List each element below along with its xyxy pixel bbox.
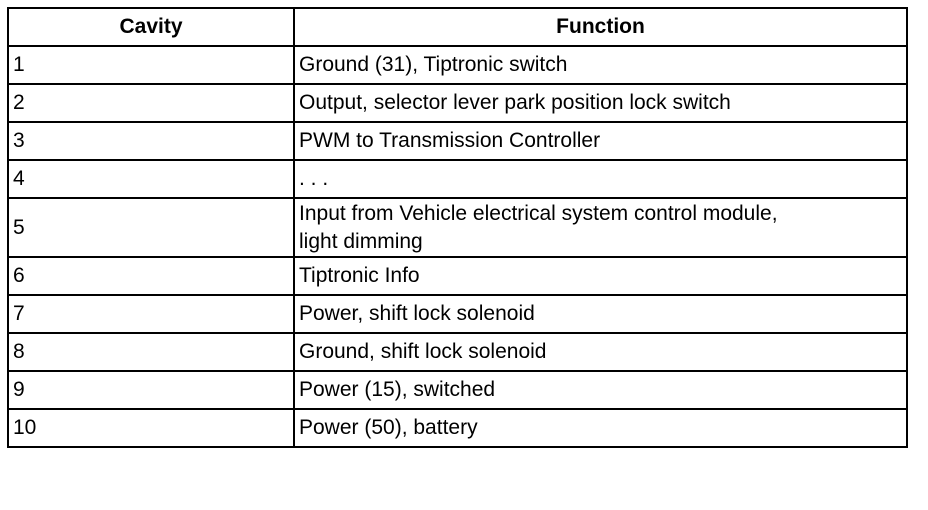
column-header-function: Function xyxy=(294,8,907,46)
table-row xyxy=(8,295,907,333)
function-cell: PWM to Transmission Controller xyxy=(294,122,907,160)
cavity-cell: 5 xyxy=(8,198,294,257)
cavity-cell: 1 xyxy=(8,46,294,84)
cavity-cell: 6 xyxy=(8,257,294,295)
table-row xyxy=(8,409,907,447)
cavity-cell: 10 xyxy=(8,409,294,447)
function-cell: Input from Vehicle electrical system control module, light dimming xyxy=(294,198,907,257)
table-row xyxy=(8,257,907,295)
table-row xyxy=(8,371,907,409)
table-row xyxy=(8,46,907,84)
table-row xyxy=(8,122,907,160)
cavity-cell: 7 xyxy=(8,295,294,333)
function-cell: Output, selector lever park position lock switch xyxy=(294,84,907,122)
function-cell: Ground, shift lock solenoid xyxy=(294,333,907,371)
function-cell: Ground (31), Tiptronic switch xyxy=(294,46,907,84)
table-row xyxy=(8,160,907,198)
function-cell: Tiptronic Info xyxy=(294,257,907,295)
cavity-cell: 9 xyxy=(8,371,294,409)
cavity-cell: 4 xyxy=(8,160,294,198)
function-cell: . . . xyxy=(294,160,907,198)
cavity-cell: 2 xyxy=(8,84,294,122)
table-row xyxy=(8,198,907,257)
cavity-cell: 8 xyxy=(8,333,294,371)
function-cell: Power, shift lock solenoid xyxy=(294,295,907,333)
column-header-cavity: Cavity xyxy=(8,8,294,46)
cavity-function-table xyxy=(7,7,908,448)
table-row xyxy=(8,84,907,122)
function-cell: Power (15), switched xyxy=(294,371,907,409)
cavity-cell: 3 xyxy=(8,122,294,160)
table-header-row xyxy=(8,8,907,46)
table-row xyxy=(8,333,907,371)
function-cell: Power (50), battery xyxy=(294,409,907,447)
